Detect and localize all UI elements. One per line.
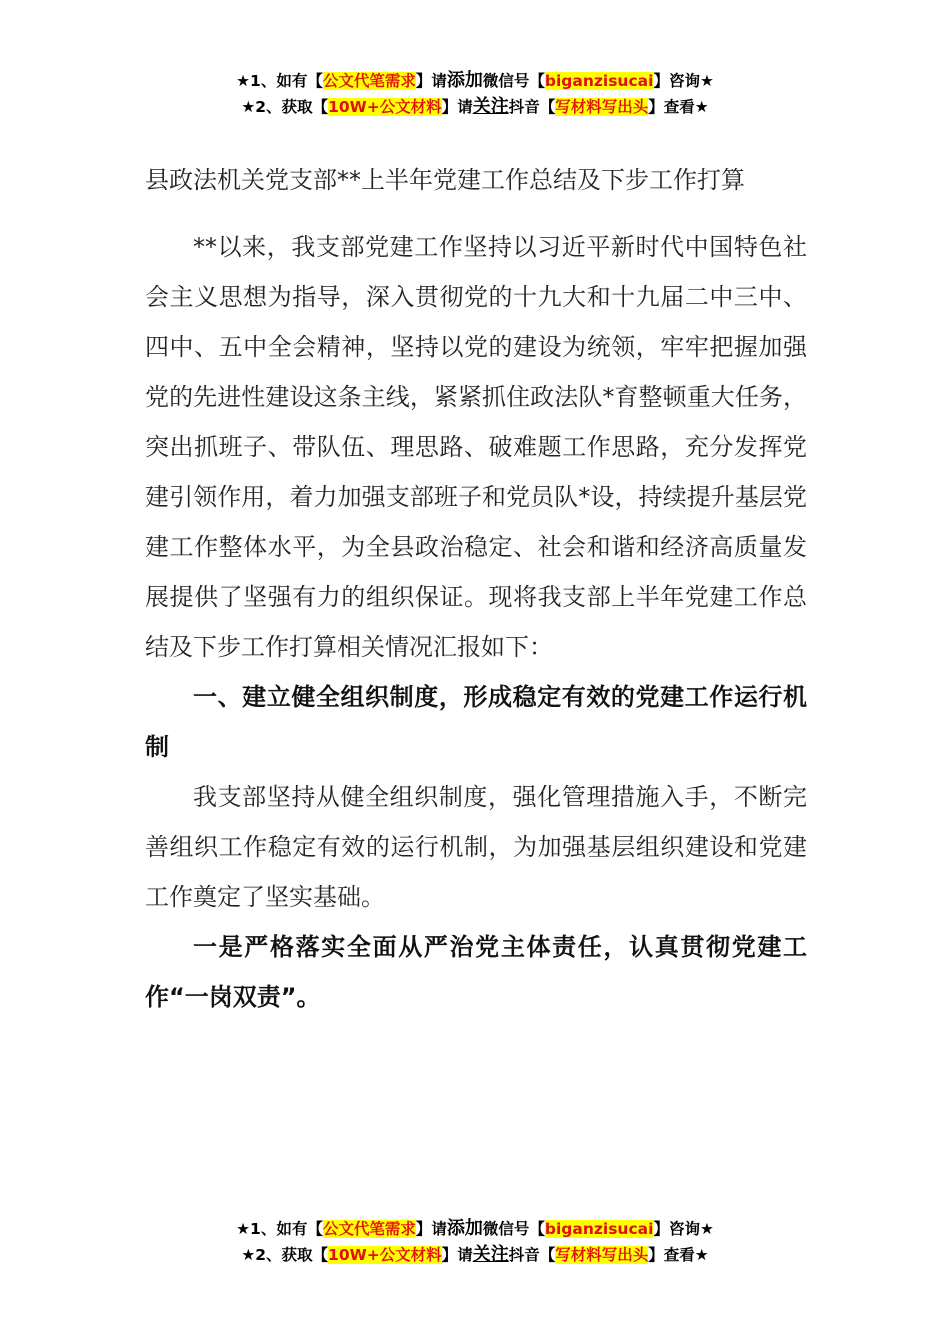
promo-banner-bottom bbox=[0, 1216, 950, 1268]
promo-line-2: ★2、获取【10W+公文材料】请关注抖音【写材料写出头】查看★ bbox=[241, 1244, 709, 1265]
promo-banner-top bbox=[0, 68, 950, 120]
wechat-id: biganzisucai bbox=[544, 1220, 654, 1238]
subsection-heading: 一是严格落实全面从严治党主体责任，认真贯彻党建工作“一岗双责”。 bbox=[145, 933, 807, 1011]
star-icon: ★ bbox=[236, 1220, 251, 1238]
highlight-text: 公文代笔需求 bbox=[322, 1220, 416, 1238]
document-body bbox=[145, 222, 807, 1022]
section-heading: 一、建立健全组织制度，形成稳定有效的党建工作运行机制 bbox=[145, 683, 807, 761]
intro-paragraph: **以来，我支部党建工作坚持以习近平新时代中国特色社会主义思想为指导，深入贯彻党的十九大和十九届二中三中、四中、五中全会精神，坚持以党的建设为统领，牢牢把握加强党的先进性建设这条主线，紧紧抓住政法队*育整顿重大任务，突出抓班子、带队伍、理思路、破难题工作思路，充分发挥党建引领作用，着力加强支部班子和党员队*设，持续提升基层党建工作整体水平，为全县政治稳定、社会和谐和经济高质量发展提供了坚强有力的组织保证。现将我支部上半年党建工作总结及下步工作打算相关情况汇报如下： bbox=[145, 233, 807, 661]
star-icon: ★ bbox=[241, 98, 256, 116]
highlight-text: 10W+公文材料 bbox=[328, 98, 442, 116]
promo-line-1: ★1、如有【公文代笔需求】请添加微信号【biganzisucai】咨询★ bbox=[236, 1218, 714, 1239]
star-icon: ★ bbox=[699, 72, 714, 90]
douyin-account: 写材料写出头 bbox=[555, 1246, 649, 1264]
star-icon: ★ bbox=[699, 1220, 714, 1238]
highlight-text: 公文代笔需求 bbox=[322, 72, 416, 90]
star-icon: ★ bbox=[236, 72, 251, 90]
star-icon: ★ bbox=[694, 1246, 709, 1264]
star-icon: ★ bbox=[694, 98, 709, 116]
promo-line-2: ★2、获取【10W+公文材料】请关注抖音【写材料写出头】查看★ bbox=[241, 96, 709, 117]
douyin-account: 写材料写出头 bbox=[555, 98, 649, 116]
promo-line-1: ★1、如有【公文代笔需求】请添加微信号【biganzisucai】咨询★ bbox=[236, 70, 714, 91]
body-paragraph: 我支部坚持从健全组织制度，强化管理措施入手，不断完善组织工作稳定有效的运行机制，为加强基层组织建设和党建工作奠定了坚实基础。 bbox=[145, 783, 807, 911]
star-icon: ★ bbox=[241, 1246, 256, 1264]
document-title: 县政法机关党支部**上半年党建工作总结及下步工作打算 bbox=[145, 166, 745, 194]
highlight-text: 10W+公文材料 bbox=[328, 1246, 442, 1264]
wechat-id: biganzisucai bbox=[544, 72, 654, 90]
